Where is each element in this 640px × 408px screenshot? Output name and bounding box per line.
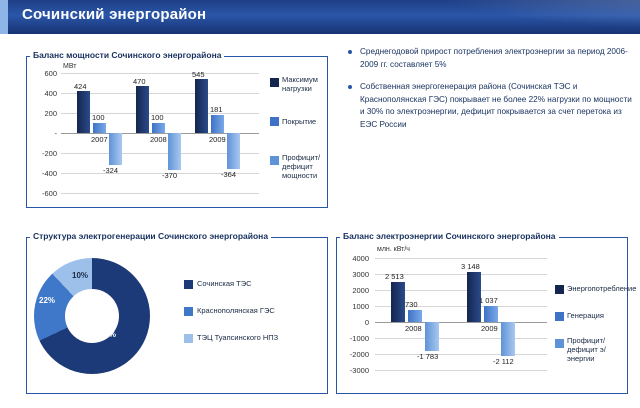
energy-balance-title: Баланс электроэнергии Сочинского энергорайона xyxy=(340,231,559,241)
bar-consumption-2008 xyxy=(391,282,405,322)
bar-label: -1 783 xyxy=(417,352,439,361)
bar-label: 100 xyxy=(92,113,105,122)
legend-swatch-deficit xyxy=(270,156,279,165)
gridline xyxy=(61,73,259,74)
bar-label: -370 xyxy=(162,171,178,180)
bar-deficit-2009 xyxy=(501,322,515,356)
y-tick: 0 xyxy=(364,318,369,327)
category-label: 2009 xyxy=(209,135,226,144)
category-label: 2008 xyxy=(405,324,422,333)
y-tick: 2000 xyxy=(352,286,369,295)
bar-label: 2 513 xyxy=(385,272,404,281)
header-accent-bar xyxy=(0,0,8,34)
bar-generation-2009 xyxy=(484,306,498,322)
donut-label-sochi-tpp: 68% xyxy=(100,330,117,339)
zero-line xyxy=(375,322,547,323)
legend-label-sochi-tpp: Сочинская ТЭС xyxy=(197,279,252,288)
generation-structure-title: Структура электрогенерации Сочинского энергорайона xyxy=(30,231,271,241)
bar-generation-2008 xyxy=(408,310,422,322)
category-label: 2009 xyxy=(481,324,498,333)
legend-label-consumption: Энергопотребление xyxy=(567,284,637,293)
y-tick: -3000 xyxy=(349,366,369,375)
bar-max-load-2007 xyxy=(77,91,90,133)
bar-deficit-2007 xyxy=(109,133,122,165)
bar-label: -2 112 xyxy=(493,357,514,366)
gridline xyxy=(375,354,547,355)
gridline xyxy=(375,258,547,259)
legend-swatch-tuapse-chp xyxy=(184,334,193,343)
bullet-item: Собственная энергогенерация района (Сочинская ТЭС и Краснополянская ГЭС) покрывает не более 22% нагрузки по мощности и 30% по электроэнергии, дефицит покрывается за счет перетока из ЕЭС России xyxy=(346,81,632,131)
y-tick: -2000 xyxy=(349,350,369,359)
y-tick: 1000 xyxy=(352,302,369,311)
power-balance-unit: МВт xyxy=(63,63,77,70)
bar-coverage-2007 xyxy=(93,123,106,133)
legend-swatch-generation xyxy=(555,312,564,321)
bar-label: -324 xyxy=(103,166,119,175)
gridline xyxy=(375,370,547,371)
bar-deficit-2008 xyxy=(168,133,181,170)
gridline xyxy=(375,338,547,339)
power-balance-title: Баланс мощности Сочинского энергорайона xyxy=(30,50,224,60)
legend-label-krasnaya-polyana-hpp: Краснополянская ГЭС xyxy=(197,306,275,315)
bar-label: 3 148 xyxy=(461,262,480,271)
legend-swatch-sochi-tpp xyxy=(184,280,193,289)
y-tick: 200 xyxy=(44,109,57,118)
gridline xyxy=(61,193,259,194)
page-title: Сочинский энергорайон xyxy=(22,6,207,23)
category-label: 2008 xyxy=(150,135,167,144)
bullet-item: Среднегодовой прирост потребления электроэнергии за период 2006-2009 гг. составляет 5% xyxy=(346,46,632,71)
legend-label-deficit: Профицит/дефицит мощности xyxy=(282,153,321,180)
generation-donut-chart xyxy=(34,258,150,374)
legend-label-coverage: Покрытие xyxy=(282,117,317,126)
y-tick: -200 xyxy=(41,149,57,158)
bar-label: 470 xyxy=(133,77,146,86)
bullet-list xyxy=(346,46,632,141)
y-tick: 400 xyxy=(44,89,57,98)
bar-deficit-2009 xyxy=(227,133,240,169)
legend-swatch-krasnaya-polyana-hpp xyxy=(184,307,193,316)
y-tick: 3000 xyxy=(352,270,369,279)
legend-swatch-deficit xyxy=(555,339,564,348)
y-tick: - xyxy=(54,129,57,138)
bar-deficit-2008 xyxy=(425,322,439,351)
energy-balance-unit: млн. кВт/ч xyxy=(377,246,410,253)
y-tick: -600 xyxy=(41,189,57,198)
energy-balance-panel xyxy=(336,237,637,394)
category-label: 2007 xyxy=(91,135,108,144)
donut-label-tpp: 10% xyxy=(72,271,89,280)
legend-swatch-max-load xyxy=(270,78,279,87)
y-tick: -1000 xyxy=(349,334,369,343)
y-tick: 600 xyxy=(44,69,57,78)
legend-label-generation: Генерация xyxy=(567,311,604,320)
bar-coverage-2009 xyxy=(211,115,224,133)
header-decoration xyxy=(390,0,640,34)
y-tick: 4000 xyxy=(352,254,369,263)
bar-label: 424 xyxy=(74,82,87,91)
bar-label: 730 xyxy=(405,300,418,309)
bar-coverage-2008 xyxy=(152,123,165,133)
legend-label-deficit: Профицит/дефицит э/энергии xyxy=(567,336,606,363)
bar-max-load-2009 xyxy=(195,79,208,133)
bar-label: 545 xyxy=(192,70,205,79)
gridline xyxy=(61,93,259,94)
bar-label: 1 037 xyxy=(479,296,498,305)
bar-label: 100 xyxy=(151,113,164,122)
legend-swatch-consumption xyxy=(555,285,564,294)
donut-label-hpp: 22% xyxy=(39,296,56,305)
power-balance-panel xyxy=(26,56,328,208)
bar-label: 181 xyxy=(210,105,223,114)
legend-swatch-coverage xyxy=(270,117,279,126)
legend-label-tuapse-chp: ТЭЦ Туапсинского НПЗ xyxy=(197,333,279,342)
bar-max-load-2008 xyxy=(136,86,149,133)
bar-label: -364 xyxy=(221,170,237,179)
legend-label-max-load: Максимум нагрузки xyxy=(282,75,318,93)
y-tick: -400 xyxy=(41,169,57,178)
page-header xyxy=(0,0,640,34)
